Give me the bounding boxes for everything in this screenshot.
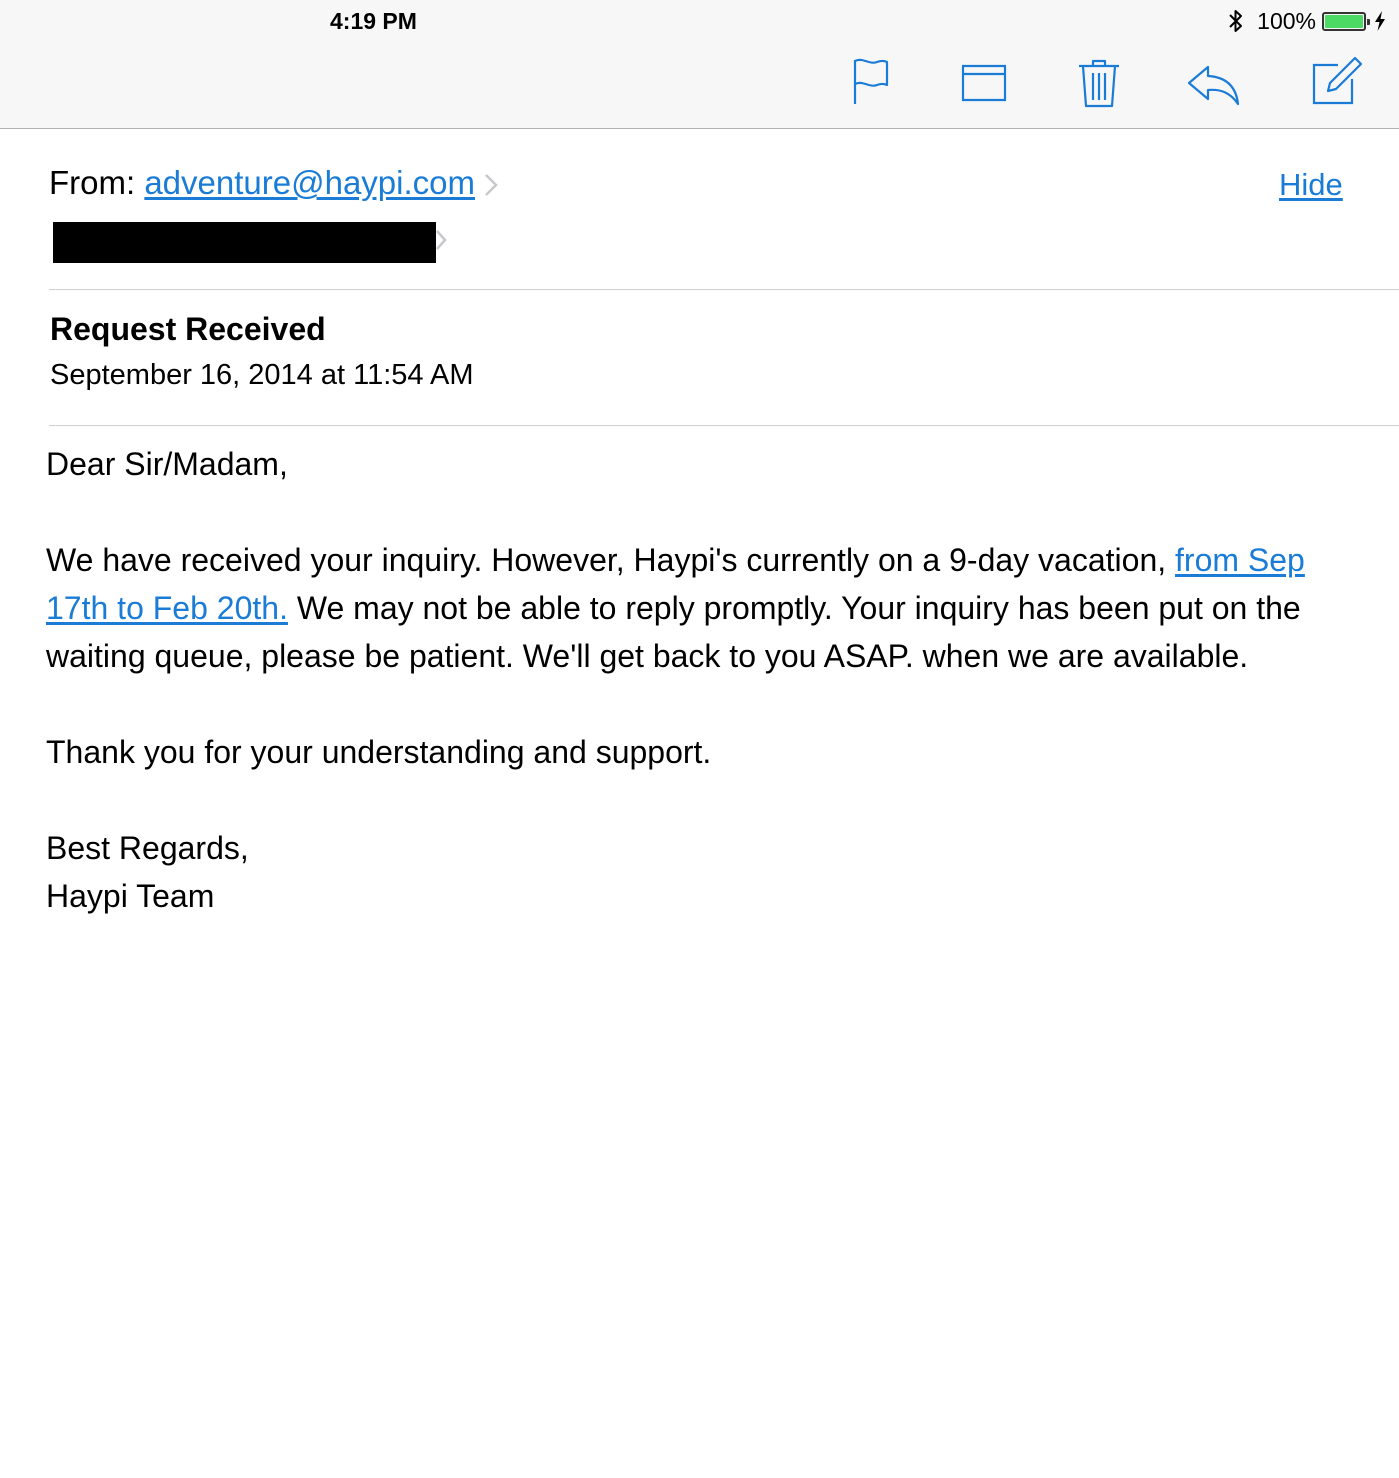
reply-icon[interactable] <box>1186 64 1242 106</box>
top-bar <box>0 0 1399 129</box>
subject-divider <box>49 425 1399 426</box>
signature: Haypi Team <box>46 878 215 914</box>
from-label: From: <box>49 164 145 201</box>
header-divider <box>49 289 1399 290</box>
from-row <box>49 163 499 203</box>
battery-fill <box>1325 15 1363 28</box>
chevron-right-icon[interactable] <box>434 227 448 253</box>
paragraph-text: We may not be able to reply promptly. Your inquiry has been put on the waiting queue, please be patient. We'll get back to you ASAP. when we are available. <box>46 590 1301 674</box>
from-address-link[interactable]: adventure@haypi.com <box>144 164 476 201</box>
chevron-right-icon[interactable] <box>483 172 499 198</box>
trash-icon[interactable] <box>1077 58 1121 110</box>
message-body <box>46 440 1366 920</box>
thank-you-paragraph: Thank you for your understanding and support. <box>46 734 712 770</box>
message-subject: Request Received <box>50 311 326 347</box>
battery-percent: 100% <box>1257 8 1316 34</box>
battery-icon <box>1322 12 1366 31</box>
status-time: 4:19 PM <box>330 8 417 34</box>
compose-icon[interactable] <box>1308 56 1364 108</box>
flag-icon[interactable] <box>851 56 891 106</box>
closing: Best Regards, <box>46 830 249 866</box>
message-date: September 16, 2014 at 11:54 AM <box>50 359 474 391</box>
paragraph-text: We have received your inquiry. However, Haypi's currently on a 9-day vacation, <box>46 542 1176 578</box>
status-indicators <box>1227 6 1386 36</box>
redacted-recipient <box>53 222 436 263</box>
body-paragraph <box>46 536 1366 680</box>
bluetooth-icon <box>1227 8 1245 34</box>
greeting: Dear Sir/Madam, <box>46 446 288 482</box>
date-range-link[interactable]: from Sep 17th to Feb 20th. <box>46 542 1305 626</box>
charging-bolt-icon <box>1374 11 1386 31</box>
folder-icon[interactable] <box>960 62 1008 104</box>
hide-button[interactable]: Hide <box>1279 167 1343 202</box>
